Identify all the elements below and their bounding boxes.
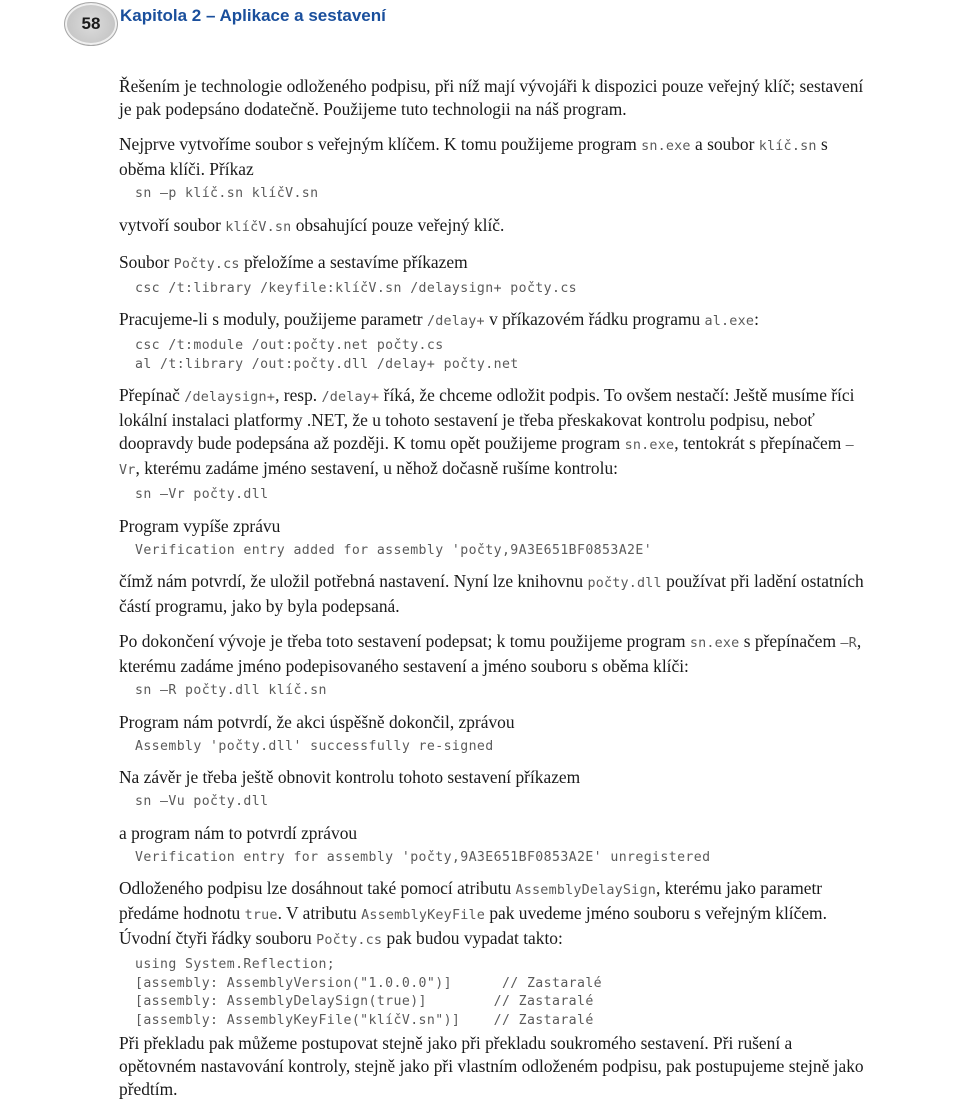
code-block-verification-added: Verification entry added for assembly 'počty,9A3E651BF0853A2E' [135, 542, 653, 558]
code-block-modules [135, 337, 871, 374]
code-block-resigned: Assembly 'počty.dll' successfully re-signed [135, 738, 494, 754]
code-block-csc-delaysign: csc /t:library /keyfile:klíčV.sn /delaysign+ počty.cs [135, 280, 577, 296]
inline-code: sn.exe [624, 438, 675, 453]
chapter-title: Kapitola 2 – Aplikace a sestavení [120, 6, 386, 25]
inline-code: –Vr [119, 438, 854, 478]
code-line: csc /t:module /out:počty.net počty.cs [135, 338, 444, 353]
text: obsahující pouze veřejný klíč. [291, 214, 505, 235]
paragraph-compile [119, 251, 871, 276]
inline-code: sn.exe [689, 636, 740, 651]
code-line: using System.Reflection; [135, 957, 336, 972]
text: : [754, 309, 759, 329]
inline-code: true [244, 908, 278, 923]
text: a soubor [690, 134, 759, 154]
code-block-attributes [135, 956, 871, 1030]
code-block-sn-vr: sn –Vr počty.dll [135, 487, 269, 502]
inline-code: /delay+ [321, 390, 380, 405]
paragraph-modules [119, 308, 871, 333]
inline-code: AssemblyDelaySign [515, 883, 656, 898]
paragraph-creates-file [119, 214, 871, 239]
text: přeložíme a sestavíme příkazem [239, 251, 468, 272]
text: vytvoří soubor [119, 214, 226, 235]
text: v příkazovém řádku programu [484, 309, 705, 329]
text: používat při ladění ostatních částí programu, jako by byla podepsaná. [119, 571, 864, 616]
text: čímž nám potvrdí, že uložil potřebná nastavení. Nyní lze knihovnu [119, 571, 588, 591]
inline-code: počty.dll [587, 576, 662, 591]
paragraph-public-key [119, 133, 871, 181]
inline-code: –R [840, 636, 857, 651]
code-block-sn-p: sn –p klíč.sn klíčV.sn [135, 186, 319, 201]
text: Nejprve vytvoříme soubor s veřejným klíčem. K tomu použijeme program [119, 134, 642, 154]
paragraph-delay-switch [119, 384, 871, 482]
paragraph-program-message: Program vypíše zprávu [119, 515, 281, 536]
code-block-verification-unregistered: Verification entry for assembly 'počty,9A3E651BF0853A2E' unregistered [135, 849, 711, 865]
paragraph-closing: Při překladu pak můžeme postupovat stejně jako při překladu soukromého sestavení. Při rušení a opětovném nastavování kontroly, stejně jako při vlastním odloženém podpisu, pak postupujeme stejně jako předtím. [119, 1033, 864, 1099]
paragraph-restore-check: Na závěr je třeba ještě obnovit kontrolu tohoto sestavení příkazem [119, 767, 581, 787]
text: , resp. [275, 385, 322, 405]
inline-code: /delaysign+ [184, 390, 276, 405]
code-line: [assembly: AssemblyKeyFile("klíčV.sn")] // Zastaralé [135, 1012, 594, 1028]
code-line: [assembly: AssemblyVersion("1.0.0.0")] // Zastaralé [135, 975, 603, 991]
paragraph-intro: Řešením je technologie odloženého podpisu, při níž mají vývojáři k dispozici pouze veřejný klíč; sestavení je pak podepsáno dodatečně. Použijeme tuto technologii na náš program. [119, 76, 864, 119]
paragraph-sign-after [119, 630, 871, 678]
inline-code: AssemblyKeyFile [361, 908, 485, 923]
text: Přepínač [119, 385, 185, 405]
code-block-sn-r: sn –R počty.dll klíč.sn [135, 683, 327, 698]
text: Pracujeme-li s moduly, použijeme parametr [119, 309, 427, 329]
paragraph-confirm-message: a program nám to potvrdí zprávou [119, 822, 358, 843]
text: pak budou vypadat takto: [382, 928, 563, 948]
page-body [119, 75, 871, 1113]
paragraph-confirm-success: Program nám potvrdí, že akci úspěšně dokončil, zprávou [119, 711, 515, 732]
code-line: al /t:library /out:počty.dll /delay+ počty.net [135, 356, 519, 372]
code-line: [assembly: AssemblyDelaySign(true)] // Zastaralé [135, 994, 594, 1009]
text: s přepínačem [739, 631, 841, 651]
inline-code: klíč.sn [758, 139, 817, 154]
inline-code: klíčV.sn [225, 219, 292, 235]
text: Odloženého podpisu lze dosáhnout také pomocí atributu [119, 878, 516, 898]
inline-code: /delay+ [426, 314, 485, 329]
text: Soubor [119, 251, 174, 272]
inline-code: sn.exe [641, 139, 691, 154]
inline-code: Počty.cs [173, 256, 240, 272]
text: pak uvedeme jméno souboru s veřejným klíčem. Úvodní čtyři řádky souboru [119, 903, 827, 948]
code-block-sn-vu: sn –Vu počty.dll [135, 794, 269, 809]
text: , kterému zadáme jméno sestavení, u něhož dočasně rušíme kontrolu: [135, 458, 618, 478]
paragraph-attribute [119, 877, 871, 952]
text: . V atributu [277, 903, 362, 923]
text: , tentokrát s přepínačem [674, 433, 846, 453]
text: s oběma klíči. Příkaz [119, 134, 828, 179]
inline-code: Počty.cs [316, 933, 383, 948]
text: říká, že chceme odložit podpis. To ovšem nestačí: Ještě musíme říci lokální instalaci platformy .NET, že u tohoto sestavení je třeba přeskakovat kontrolu podpisu, neboť doopravdy bude podepsána až později. K tomu opět použijeme program [119, 385, 855, 453]
paragraph-settings-saved [119, 570, 871, 618]
text: , kterému jako parametr předáme hodnotu [119, 878, 823, 923]
page-number: 58 [64, 2, 118, 46]
text: , kterému zadáme jméno podepisovaného sestavení a jméno souboru s oběma klíči: [119, 631, 862, 676]
inline-code: al.exe [704, 314, 755, 329]
text: Po dokončení vývoje je třeba toto sestavení podepsat; k tomu použijeme program [119, 631, 690, 651]
